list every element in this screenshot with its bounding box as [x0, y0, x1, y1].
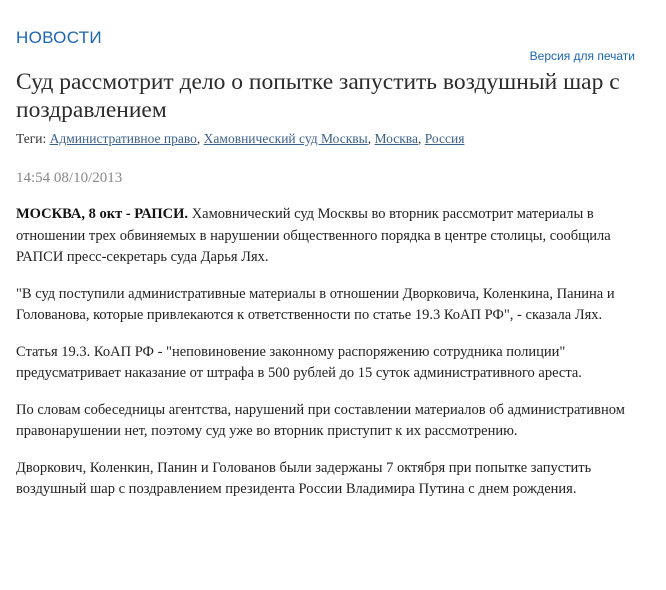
dateline: МОСКВА, 8 окт - РАПСИ.: [16, 206, 189, 222]
lead-text: Хамовнический суд Москвы во вторник рассмотрит материалы в отношении трех обвиняемых в нарушении общественного порядка в центре столицы, сообщила РАПСИ пресс-секретарь суда Дарья Лях.: [16, 206, 611, 265]
article-paragraph: [16, 204, 641, 269]
print-version-link[interactable]: Версия для печати: [529, 49, 635, 63]
article-body: [16, 204, 641, 516]
tags-label: Теги:: [16, 131, 47, 146]
article-title: Суд рассмотрит дело о попытке запустить воздушный шар с поздравлением: [16, 69, 620, 123]
tag-link[interactable]: Россия: [424, 131, 465, 146]
tag-link[interactable]: Административное право: [49, 131, 197, 146]
tag-link[interactable]: Хамовнический суд Москвы: [203, 131, 368, 146]
section-title: НОВОСТИ: [16, 28, 102, 47]
article-paragraph: "В суд поступили административные материалы в отношении Дворковича, Коленкина, Панина и Голованова, которые привлекаются к ответственности по статье 19.3 КоАП РФ", - сказала Лях.: [16, 285, 615, 323]
tag-link[interactable]: Москва: [374, 131, 418, 146]
article-paragraph: Статья 19.3. КоАП РФ - "неповиновение законному распоряжению сотрудника полиции" предусматривает наказание от штрафа в 500 рублей до 15 суток административного ареста.: [16, 343, 582, 381]
article-paragraph: Дворкович, Коленкин, Панин и Голованов были задержаны 7 октября при попытке запустить воздушный шар с поздравлением президента России Владимира Путина с днем рождения.: [16, 459, 592, 497]
article-timestamp: 14:54 08/10/2013: [16, 170, 123, 186]
tags-row: Теги: Административное право, Хамовнический суд Москвы, Москва, Россия: [16, 131, 465, 146]
article-paragraph: По словам собеседницы агентства, нарушений при составлении материалов об административном правонарушении нет, поэтому суд уже во вторник приступит к их рассмотрению.: [16, 401, 625, 439]
